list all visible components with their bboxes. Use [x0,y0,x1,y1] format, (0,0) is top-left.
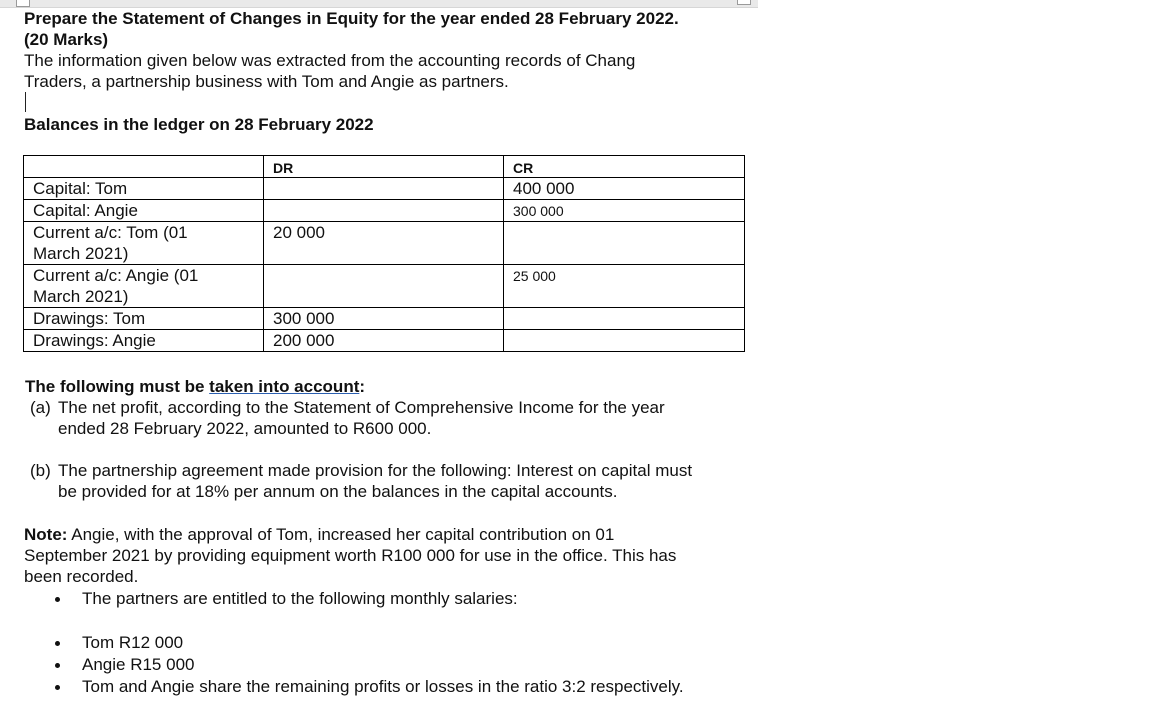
bullet-profit-ratio: Tom and Angie share the remaining profits or losses in the ratio 3:2 respectively. [82,677,684,696]
ledger-header-dr: DR [264,156,504,178]
ledger-header-account [24,156,264,178]
account-line-1: Current a/c: Angie (01 [33,266,199,285]
text-cursor [25,92,26,112]
account-cell [24,222,264,265]
ledger-row-current-angie [24,265,745,308]
note-label: Note: [24,525,68,544]
dr-cell: 200 000 [264,330,504,352]
ledger-row-current-tom [24,222,745,265]
dr-cell: 300 000 [264,308,504,330]
cr-cell: 400 000 [504,178,745,200]
account-cell: Capital: Angie [24,200,264,222]
adjustments-title-suffix: : [359,377,366,396]
cr-cell: 300 000 [504,200,745,222]
page-corner-marker-right [737,0,751,5]
item-a-line-1: The net profit, according to the Statement of Comprehensive Income for the year [58,398,665,417]
cr-cell [504,330,745,352]
ledger-row-capital-angie [24,200,745,222]
ledger-header-row [24,156,745,178]
account-cell: Drawings: Angie [24,330,264,352]
ledger-row-capital-tom [24,178,745,200]
account-cell: Drawings: Tom [24,308,264,330]
item-a-label: (a) [30,398,51,417]
adjustments-title-prefix: The following must be [25,377,210,396]
bullet-icon [55,685,60,690]
account-line-1: Current a/c: Tom (01 [33,223,188,242]
bullet-salaries: The partners are entitled to the following monthly salaries: [82,589,518,608]
note-text-1: Angie, with the approval of Tom, increased her capital contribution on 01 [67,525,615,544]
intro-line-2: Traders, a partnership business with Tom and Angie as partners. [24,72,509,91]
account-line-2: March 2021) [33,244,129,263]
dr-cell: 20 000 [264,222,504,265]
page-corner-marker [16,0,30,7]
heading-marks: (20 Marks) [24,30,109,49]
bullet-icon [55,663,60,668]
cr-cell [504,222,745,265]
ledger-row-drawings-tom [24,308,745,330]
account-cell [24,265,264,308]
dr-cell [264,200,504,222]
cr-cell [504,308,745,330]
ledger-row-drawings-angie [24,330,745,352]
adjustments-title [25,376,365,397]
heading-line-1: Prepare the Statement of Changes in Equity for the year ended 28 February 2022. [24,9,679,28]
cr-cell: 25 000 [504,265,745,308]
ledger-title: Balances in the ledger on 28 February 2022 [24,115,374,134]
bullet-icon [55,597,60,602]
ledger-header-cr: CR [504,156,745,178]
dr-cell [264,178,504,200]
taken-into-account-link[interactable]: taken into account [209,377,360,396]
item-b-line-2: be provided for at 18% per annum on the balances in the capital accounts. [58,482,618,501]
note-line-3: been recorded. [24,567,139,586]
item-b-label: (b) [30,461,51,480]
bullet-angie-salary: Angie R15 000 [82,655,195,674]
ledger-table [23,155,745,352]
intro-line-1: The information given below was extracted from the accounting records of Chang [24,51,636,70]
note-line-2: September 2021 by providing equipment worth R100 000 for use in the office. This has [24,546,677,565]
bullet-tom-salary: Tom R12 000 [82,633,184,652]
item-a-line-2: ended 28 February 2022, amounted to R600 000. [58,419,432,438]
bullet-icon [55,641,60,646]
dr-cell [264,265,504,308]
document-top-bar [0,0,758,8]
account-cell: Capital: Tom [24,178,264,200]
account-line-2: March 2021) [33,287,129,306]
item-b-line-1: The partnership agreement made provision for the following: Interest on capital must [58,461,693,480]
note-line-1 [24,524,614,545]
